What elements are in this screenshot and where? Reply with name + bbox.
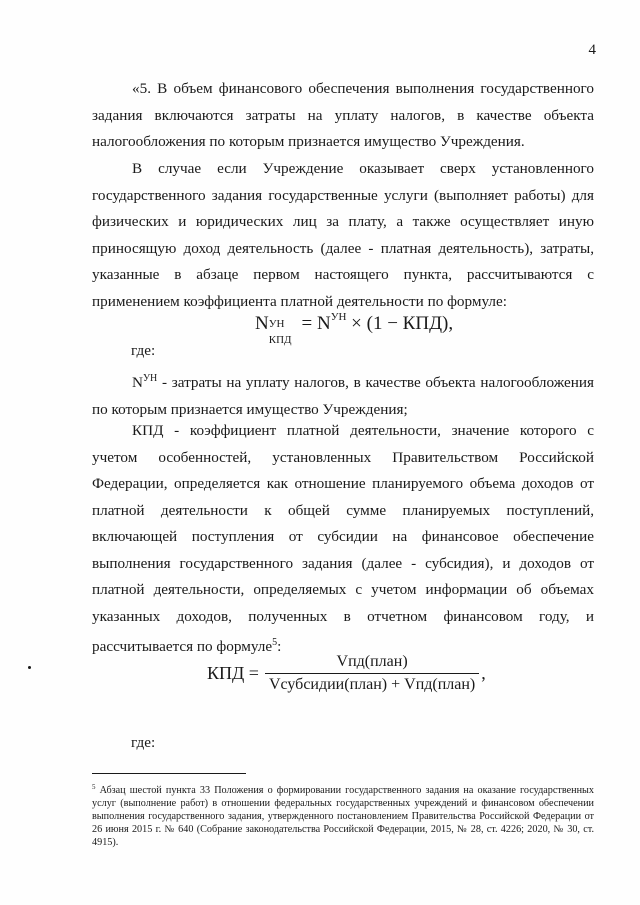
formula-lhs-subscript: КПД <box>268 334 292 346</box>
formula-kpd-comma: , <box>481 663 486 683</box>
symbol-n-superscript: УН <box>142 373 158 384</box>
definition-text: - затраты на уплату налогов, в качестве объекта налогообложения по которым признается имущество Учреждения; <box>92 374 594 418</box>
paragraph-text <box>92 366 594 423</box>
where-label: где: <box>131 342 156 359</box>
formula-kpd-denominator: Vсубсидии(план) + Vпд(план) <box>265 673 479 694</box>
definition-text: КПД - коэффициент платной деятельности, значение которого с учетом особенностей, установленных Правительством Российской Федерации, определяется как отношение планируемого объема доходов от платной деятельности к общей сумме планируемых поступлений, включающей поступления от субсидии на финансовое обеспечение выполнения государственного задания (далее - субсидия), и доходов от платной деятельности, определяемых с учетом информации об объемах указанных доходов, полученных в отчетном финансовом году, и рассчитывается по формуле <box>92 422 594 655</box>
footnote <box>92 781 594 849</box>
formula-kpd-fraction <box>265 653 479 694</box>
formula-tax-costs <box>255 311 454 346</box>
formula-rhs-base: N <box>316 313 331 334</box>
paragraph-text: В случае если Учреждение оказывает сверх установленного государственного задания государственные услуги (выполняет работы) для физических и юридических лиц за плату, а также осуществляет иную приносящую доход деятельность (далее - платная деятельность), затраты, указанные в абзаце первом настоящего пункта, рассчитываются с применением коэффициента платной деятельности по формуле: <box>92 160 594 310</box>
footnote-divider <box>92 773 246 774</box>
where-label-2: где: <box>131 734 156 751</box>
paragraph-paid-activity <box>92 156 594 315</box>
paragraph-definition-n-un <box>92 366 594 423</box>
page-number: 4 <box>588 42 596 58</box>
formula-kpd-lhs: КПД = <box>207 663 259 683</box>
paragraph-text: «5. В объем финансового обеспечения выполнения государственного задания включаются затраты на уплату налогов, в качестве объекта налогообложения по которым признается имущество Учреждения. <box>92 80 594 150</box>
footnote-reference[interactable]: 5 <box>272 637 278 648</box>
paragraph-text <box>92 418 594 661</box>
formula-kpd-numerator: Vпд(план) <box>336 653 408 670</box>
formula-rhs-superscript: УН <box>330 311 347 323</box>
paragraph-budget-includes-taxes <box>92 76 594 156</box>
footnote-text: Абзац шестой пункта 33 Положения о формировании государственного задания на оказание государственных услуг (выполнение работ) в отношении федеральных государственных учреждений и финансовом обеспечении выполнения государственного задания, утвержденного постановлением Правительства Российской Федерации от 26 июня 2015 г. № 640 (Собрание законодательства Российской Федерации, 2015, № 28, ст. 4226; 2020, № 30, ст. 4915). <box>92 785 594 848</box>
symbol-n: N <box>132 374 143 391</box>
footnote-marker: 5 <box>92 783 96 791</box>
paragraph-definition-kpd <box>92 418 594 661</box>
formula-kpd <box>207 653 486 694</box>
formula-lhs-base: N <box>255 313 269 334</box>
scan-speck <box>28 666 31 669</box>
definition-end: : <box>277 638 282 655</box>
formula-equals: = <box>296 313 317 334</box>
formula-lhs-superscript: УН <box>268 318 285 330</box>
formula-rhs-rest: × (1 − КПД), <box>346 313 454 334</box>
